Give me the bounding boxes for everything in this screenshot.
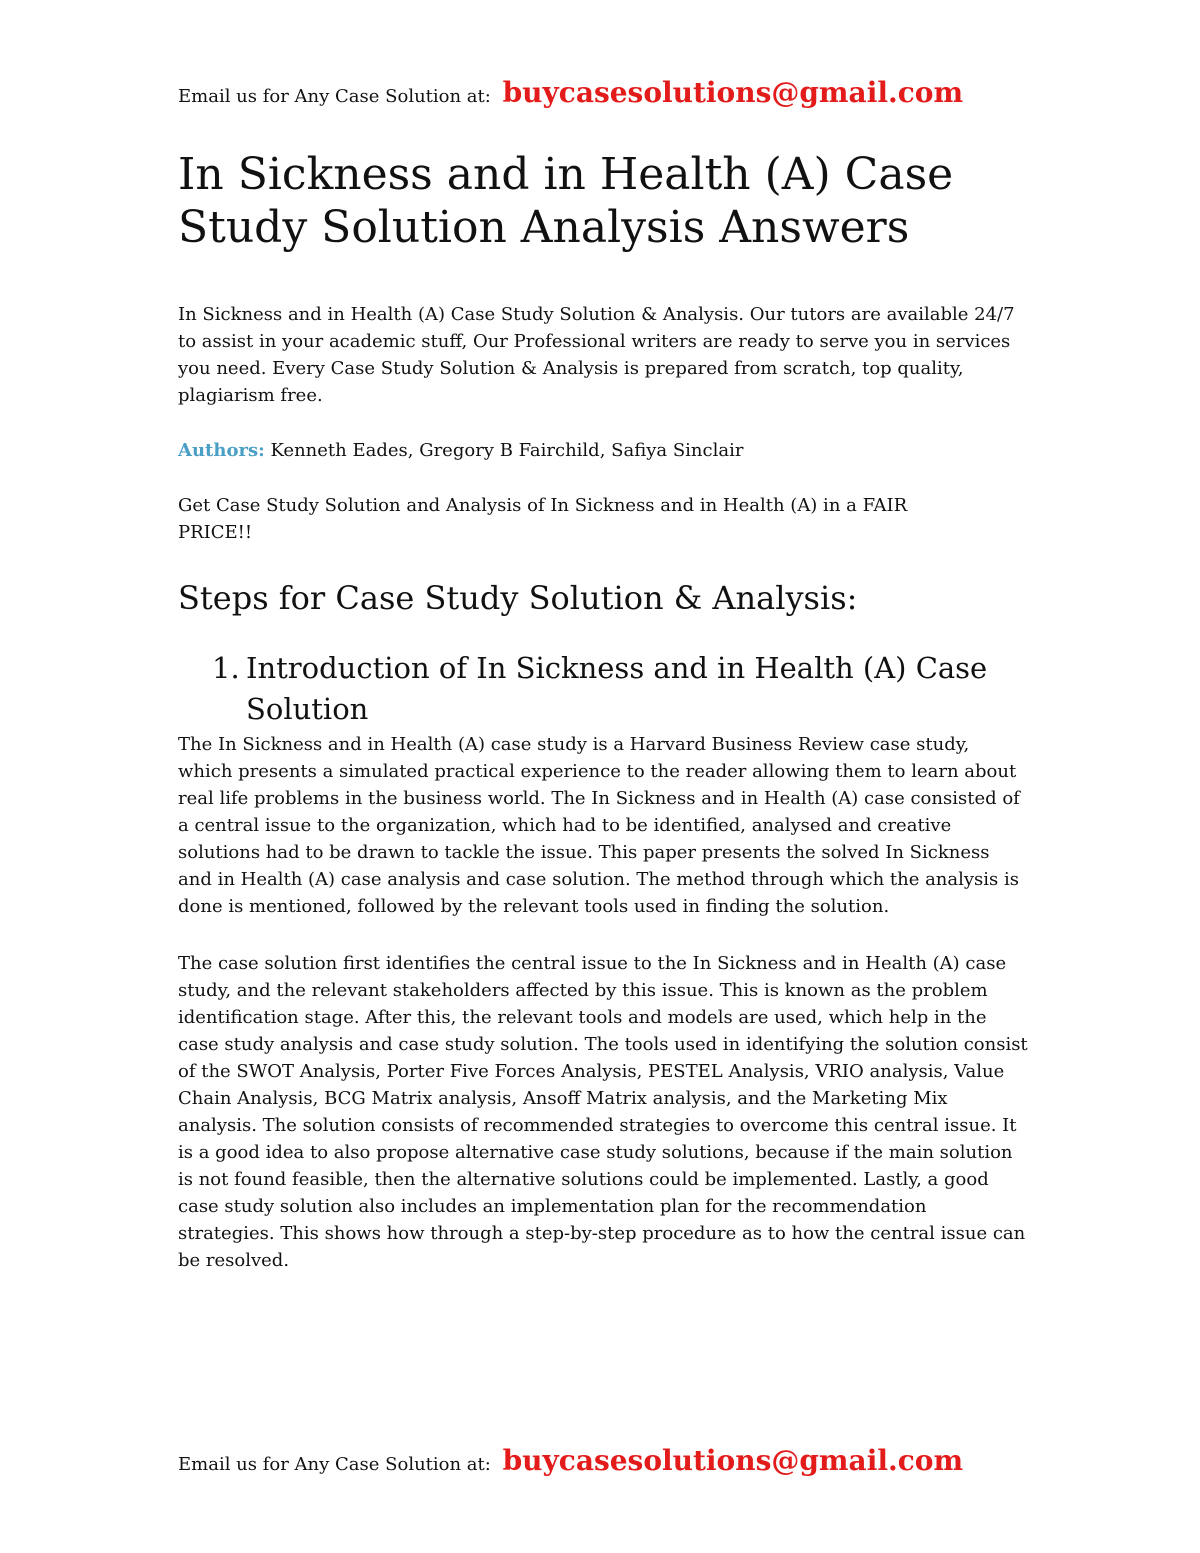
header-email-prefix: Email us for Any Case Solution at: (178, 86, 491, 107)
steps-heading: Steps for Case Study Solution & Analysis: (178, 579, 858, 617)
step-1-number: 1. (212, 651, 240, 685)
fair-price-paragraph: Get Case Study Solution and Analysis of In Sickness and in Health (A) in a FAIR PRICE!! (178, 495, 908, 543)
body-paragraph-2: The case solution first identifies the central issue to the In Sickness and in Health (A) case study, and the relevant stakeholders affected by this issue. This is known as the problem identification stage. After this, the relevant tools and models are used, which help in the case study analysis and case study solution. The tools used in identifying the solution consist of the SWOT Analysis, Porter Five Forces Analysis, PESTEL Analysis, VRIO analysis, Value Chain Analysis, BCG Matrix analysis, Ansoff Matrix analysis, and the Marketing Mix analysis. The solution consists of recommended strategies to overcome this central issue. It is a good idea to also propose alternative case study solutions, because if the main solution is not found feasible, then the alternative solutions could be implemented. Lastly, a good case study solution also includes an implementation plan for the recommendation strategies. This shows how through a step-by-step procedure as to how the central issue can be resolved. (178, 953, 1028, 1271)
header-email-link[interactable]: buycasesolutions@gmail.com (502, 76, 964, 109)
footer-email-line (178, 1444, 963, 1477)
authors-names: Kenneth Eades, Gregory B Fairchild, Safiya Sinclair (270, 440, 744, 461)
authors-label: Authors: (178, 440, 265, 461)
page-title: In Sickness and in Health (A) Case Study Solution Analysis Answers (178, 149, 954, 253)
footer-email-prefix: Email us for Any Case Solution at: (178, 1454, 491, 1475)
step-1-heading (212, 648, 1022, 730)
intro-paragraph: In Sickness and in Health (A) Case Study Solution & Analysis. Our tutors are available 24/7 to assist in your academic stuff, Our Professional writers are ready to serve you in services you need. Every Case Study Solution & Analysis is prepared from scratch, top quality, plagiarism free. (178, 304, 1015, 406)
body-paragraph-1: The In Sickness and in Health (A) case study is a Harvard Business Review case study, which presents a simulated practical experience to the reader allowing them to learn about real life problems in the business world. The In Sickness and in Health (A) case consisted of a central issue to the organization, which had to be identified, analysed and creative solutions had to be drawn to tackle the issue. This paper presents the solved In Sickness and in Health (A) case analysis and case solution. The method through which the analysis is done is mentioned, followed by the relevant tools used in finding the solution. (178, 734, 1020, 917)
step-1-title: Introduction of In Sickness and in Health (A) Case Solution (246, 651, 988, 726)
header-email-line (178, 76, 963, 109)
authors-line (178, 437, 1038, 464)
footer-email-link[interactable]: buycasesolutions@gmail.com (502, 1444, 964, 1477)
